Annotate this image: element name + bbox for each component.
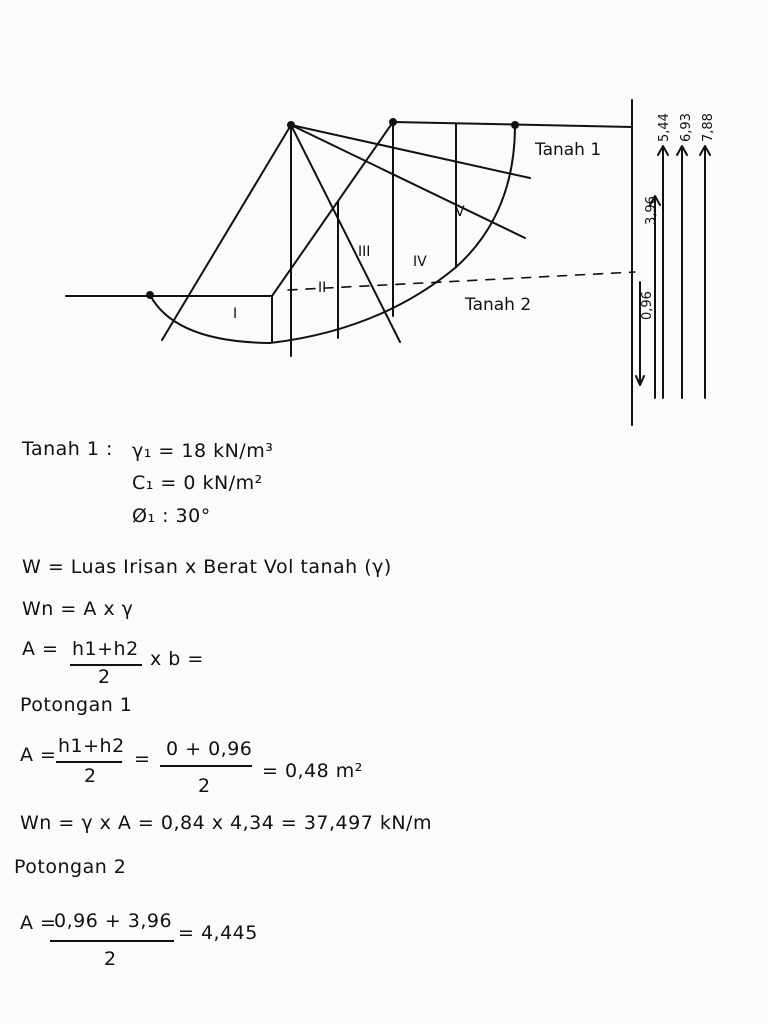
radius-line — [291, 125, 400, 342]
potongan-1-numerator: h1+h2 — [58, 735, 125, 757]
slice-label-2: II — [318, 280, 327, 296]
dimension-label-788: 7,88 — [701, 113, 716, 142]
potongan-2-fraction-bar — [50, 940, 174, 942]
area-eq-rhs: x b = — [150, 648, 204, 670]
slice-label-1: I — [233, 306, 238, 322]
potongan-1-equals: = — [134, 748, 151, 770]
potongan-2-denominator: 2 — [104, 948, 117, 970]
slip-surface — [150, 125, 515, 343]
given-cohesion: C₁ = 0 kN/m² — [132, 472, 263, 494]
potongan-1-numerator-values: 0 + 0,96 — [166, 738, 253, 760]
weight-definition: W = Luas Irisan x Berat Vol tanah (γ) — [22, 556, 392, 578]
arrowheads — [636, 146, 710, 385]
slice-label-3: III — [358, 244, 371, 260]
soil-layer-boundary — [288, 272, 635, 290]
potongan-1-weight: Wn = γ x A = 0,84 x 4,34 = 37,497 kN/m — [20, 812, 432, 834]
area-eq-denominator: 2 — [98, 666, 111, 688]
potongan-2-title: Potongan 2 — [14, 856, 127, 878]
dimension-label-693: 6,93 — [679, 113, 694, 142]
slice-label-4: IV — [413, 254, 427, 270]
wn-equation: Wn = A x γ — [22, 598, 134, 620]
area-eq-lhs: A = — [22, 638, 59, 660]
potongan-1-denominator-values: 2 — [198, 775, 211, 797]
potongan-2-a-lhs: A = — [20, 912, 57, 934]
radius-line — [291, 125, 525, 238]
potongan-1-a-lhs: A = — [20, 744, 57, 766]
given-phi: Ø₁ : 30° — [132, 505, 211, 527]
potongan-1-title: Potongan 1 — [20, 694, 133, 716]
soil-label-tanah-1: Tanah 1 — [535, 140, 602, 160]
given-title: Tanah 1 : — [22, 438, 113, 460]
area-eq-numerator: h1+h2 — [72, 638, 139, 660]
potongan-2-area-result: = 4,445 — [178, 922, 258, 944]
potongan-1-values-fraction-bar — [160, 765, 252, 767]
potongan-1-area-result: = 0,48 m² — [262, 760, 363, 782]
slice-label-5: V — [455, 204, 465, 220]
given-gamma: γ₁ = 18 kN/m³ — [132, 440, 274, 462]
potongan-1-fraction-bar — [56, 761, 122, 763]
potongan-1-denominator: 2 — [84, 765, 97, 787]
dimension-label-396: 3,96 — [644, 196, 659, 225]
dimension-label-544: 5,44 — [657, 113, 672, 142]
soil-label-tanah-2: Tanah 2 — [465, 295, 532, 315]
dimension-label-096: 0,96 — [640, 291, 655, 320]
potongan-2-numerator: 0,96 + 3,96 — [54, 910, 173, 932]
radius-line — [291, 125, 530, 178]
